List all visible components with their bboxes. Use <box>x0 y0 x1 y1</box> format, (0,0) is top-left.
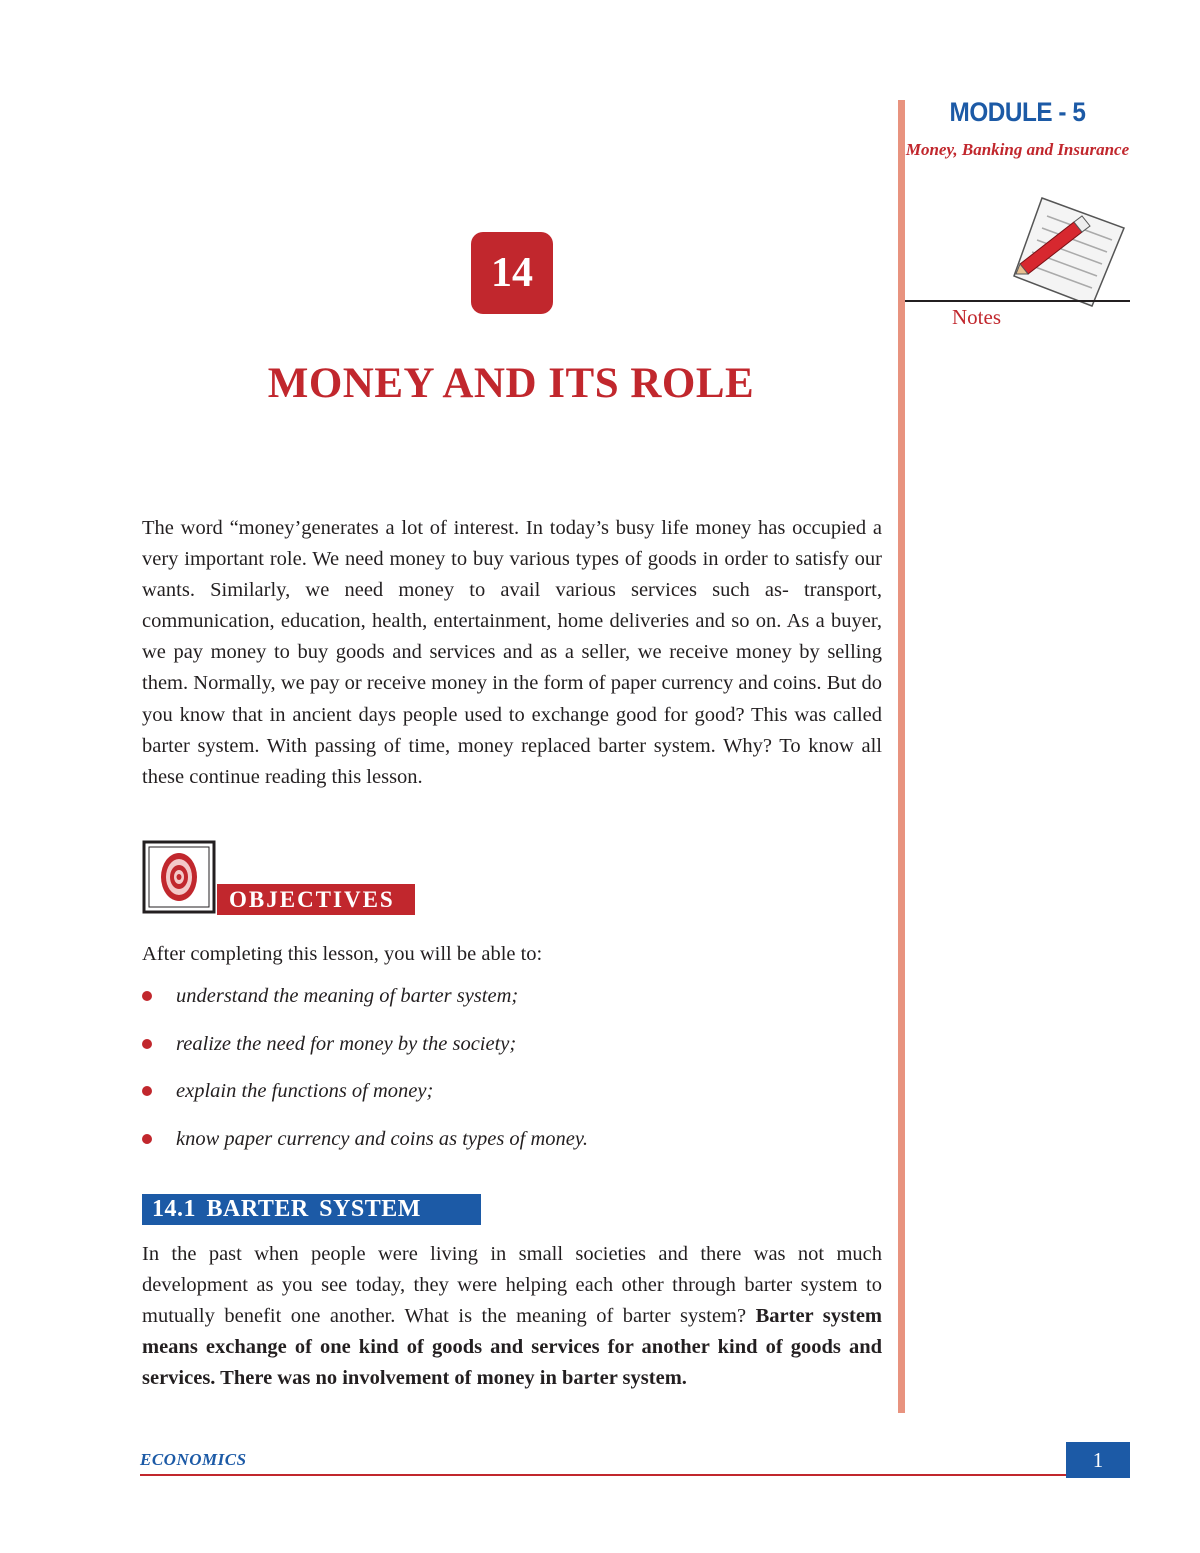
objectives-list <box>142 981 588 1171</box>
barter-definition: Barter system means exchange of one kind of goods and services for another kind of goods and services. There was no involvement of money in barter system. <box>142 1305 882 1390</box>
page-number: 1 <box>1066 1442 1130 1478</box>
list-item <box>142 1029 588 1077</box>
bullet-icon <box>142 1086 152 1096</box>
bullet-icon <box>142 991 152 1001</box>
notes-label: Notes <box>952 305 1001 329</box>
objective-text: know paper currency and coins as types of money. <box>176 1127 589 1150</box>
list-item <box>142 1124 588 1172</box>
intro-paragraph: The word “money’generates a lot of interest. In today’s busy life money has occupied a very important role. We need money to buy various types of goods in order to satisfy our wants. Similarly, we need money to avail various services such as- transport, communication, education, health, entertainment, home deliveries and so on. As a buyer, we pay money to buy goods and services and as a seller, we receive money by selling them. Normally, we pay or receive money in the form of paper currency and coins. But do you know that in ancient days people used to exchange good for good? This was called barter system. With passing of time, money replaced barter system. Why? To know all these continue reading this lesson. <box>142 517 882 788</box>
objectives-heading: OBJECTIVES <box>217 884 415 915</box>
bullet-icon <box>142 1039 152 1049</box>
target-icon <box>142 840 216 914</box>
list-item <box>142 981 588 1029</box>
footer-rule <box>140 1474 1066 1476</box>
objectives-lead: After completing this lesson, you will be able to: <box>142 943 543 965</box>
section-heading: 14.1 BARTER SYSTEM <box>142 1194 481 1225</box>
chapter-title: MONEY AND ITS ROLE <box>267 360 755 407</box>
objective-text: explain the functions of money; <box>176 1080 434 1102</box>
list-item <box>142 1076 588 1124</box>
module-subtitle: Money, Banking and Insurance <box>905 140 1130 159</box>
objective-text: understand the meaning of barter system; <box>176 985 519 1007</box>
bullet-icon <box>142 1134 152 1144</box>
barter-paragraph <box>142 1239 882 1394</box>
module-title: MODULE - 5 <box>949 97 1086 127</box>
notes-rule <box>905 300 1130 302</box>
chapter-number: 14 <box>471 232 553 314</box>
margin-rule <box>898 100 905 1413</box>
barter-text: In the past when people were living in small societies and there was not much development as you see today, they were helping each other through barter system to mutually benefit one another. What is the meaning of barter system? <box>142 1243 882 1328</box>
footer-title: ECONOMICS <box>140 1450 247 1469</box>
objective-text: realize the need for money by the society; <box>176 1032 517 1055</box>
notepad-pencil-icon <box>1012 188 1130 310</box>
